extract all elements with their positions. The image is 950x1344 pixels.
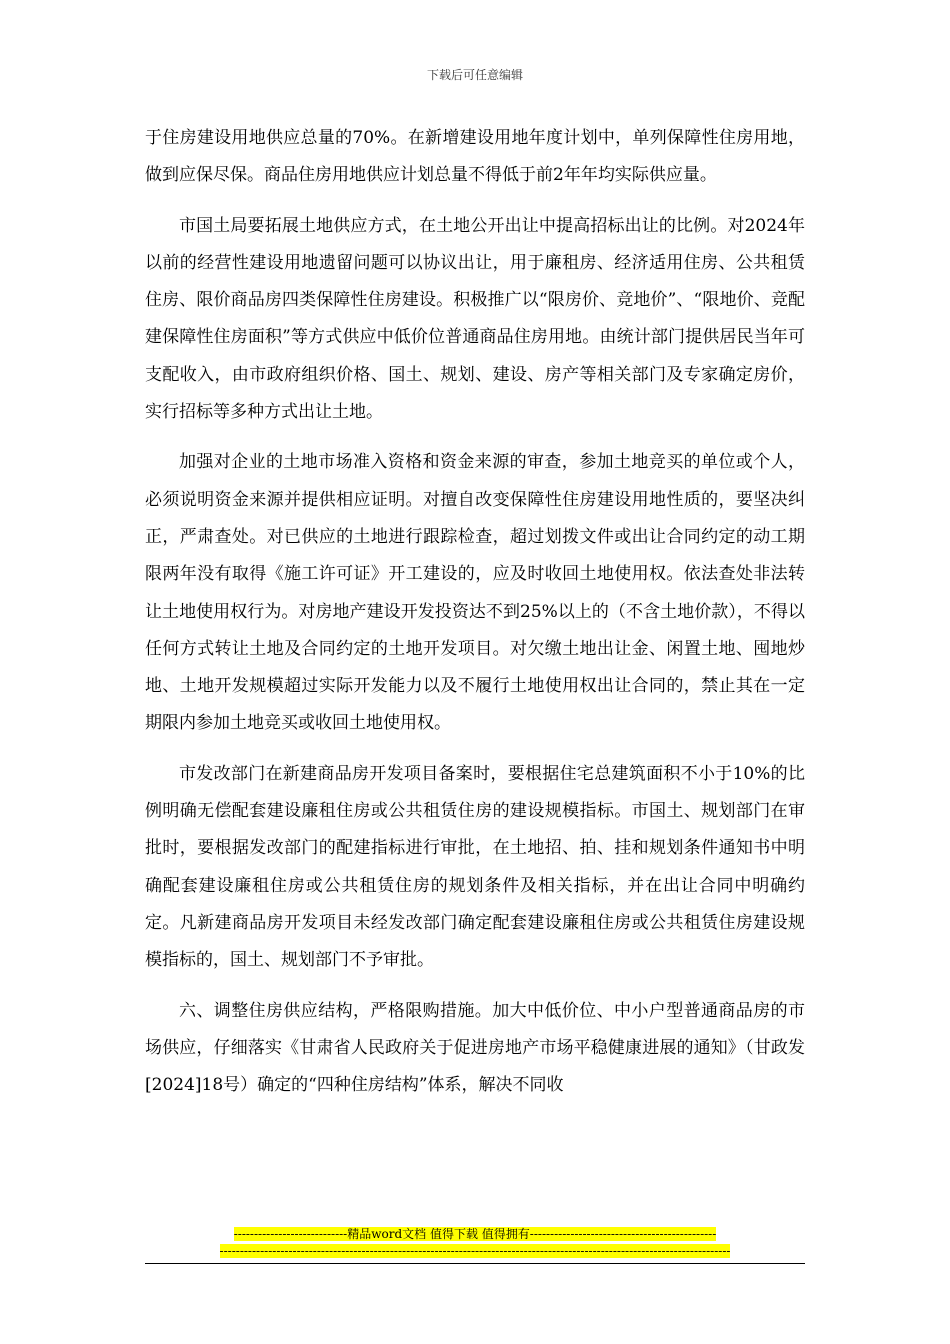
- paragraph-1: 于住房建设用地供应总量的70%。在新增建设用地年度计划中，单列保障性住房用地，做到应保尽保。商品住房用地供应计划总量不得低于前2年年均实际供应量。: [145, 128, 805, 186]
- footer-text-1: ----------------------------精品word文档 值得下载 值得拥有----------------------------------------------: [233, 1227, 717, 1241]
- document-body: [145, 120, 805, 1117]
- footer-banner: [145, 1226, 805, 1260]
- page-header: 下载后可任意编辑: [426, 68, 523, 82]
- paragraph-3: 加强对企业的土地市场准入资格和资金来源的审查，参加土地竞买的单位或个人，必须说明资金来源并提供相应证明。对擅自改变保障性住房建设用地性质的，要坚决纠正，严肃查处。对已供应的土地进行跟踪检查，超过划拨文件或出让合同约定的动工期限两年没有取得《施工许可证》开工建设的，应及时收回土地使用权。依法查处非法转让土地使用权行为。对房地产建设开发投资达不到25%以上的（不含土地价款），不得以任何方式转让土地及合同约定的土地开发项目。对欠缴土地出让金、闲置土地、囤地炒地、土地开发规模超过实际开发能力以及不履行土地使用权出让合同的，禁止其在一定期限内参加土地竞买或收回土地使用权。: [145, 452, 805, 734]
- footer-line-2: [145, 1243, 805, 1260]
- footer-line-1: [145, 1226, 805, 1243]
- paragraph-4: 市发改部门在新建商品房开发项目备案时，要根据住宅总建筑面积不小于10%的比例明确无偿配套建设廉租住房或公共租赁住房的建设规模指标。市国土、规划部门在审批时，要根据发改部门的配建指标进行审批，在土地招、拍、挂和规划条件通知书中明确配套建设廉租住房或公共租赁住房的规划条件及相关指标，并在出让合同中明确约定。凡新建商品房开发项目未经发改部门确定配套建设廉租住房或公共租赁住房建设规模指标的，国土、规划部门不予审批。: [145, 763, 805, 971]
- footer-text-2: ------------------------------------------------------------------------------------------------------------------------------: [219, 1244, 731, 1258]
- paragraph-2: 市国土局要拓展土地供应方式，在土地公开出让中提高招标出让的比例。对2024年以前的经营性建设用地遗留问题可以协议出让，用于廉租房、经济适用住房、公共租赁住房、限价商品房四类保障性住房建设。积极推广以“限房价、竞地价”、“限地价、竞配建保障性住房面积”等方式供应中低价位普通商品住房用地。由统计部门提供居民当年可支配收入，由市政府组织价格、国土、规划、建设、房产等相关部门及专家确定房价，实行招标等多种方式出让土地。: [145, 215, 805, 423]
- paragraph-5: 六、调整住房供应结构，严格限购措施。加大中低价位、中小户型普通商品房的市场供应，仔细落实《甘肃省人民政府关于促进房地产市场平稳健康进展的通知》（甘政发[2024]18号）确定的“四种住房结构”体系，解决不同收: [145, 1000, 805, 1096]
- footer-rule: [145, 1263, 805, 1264]
